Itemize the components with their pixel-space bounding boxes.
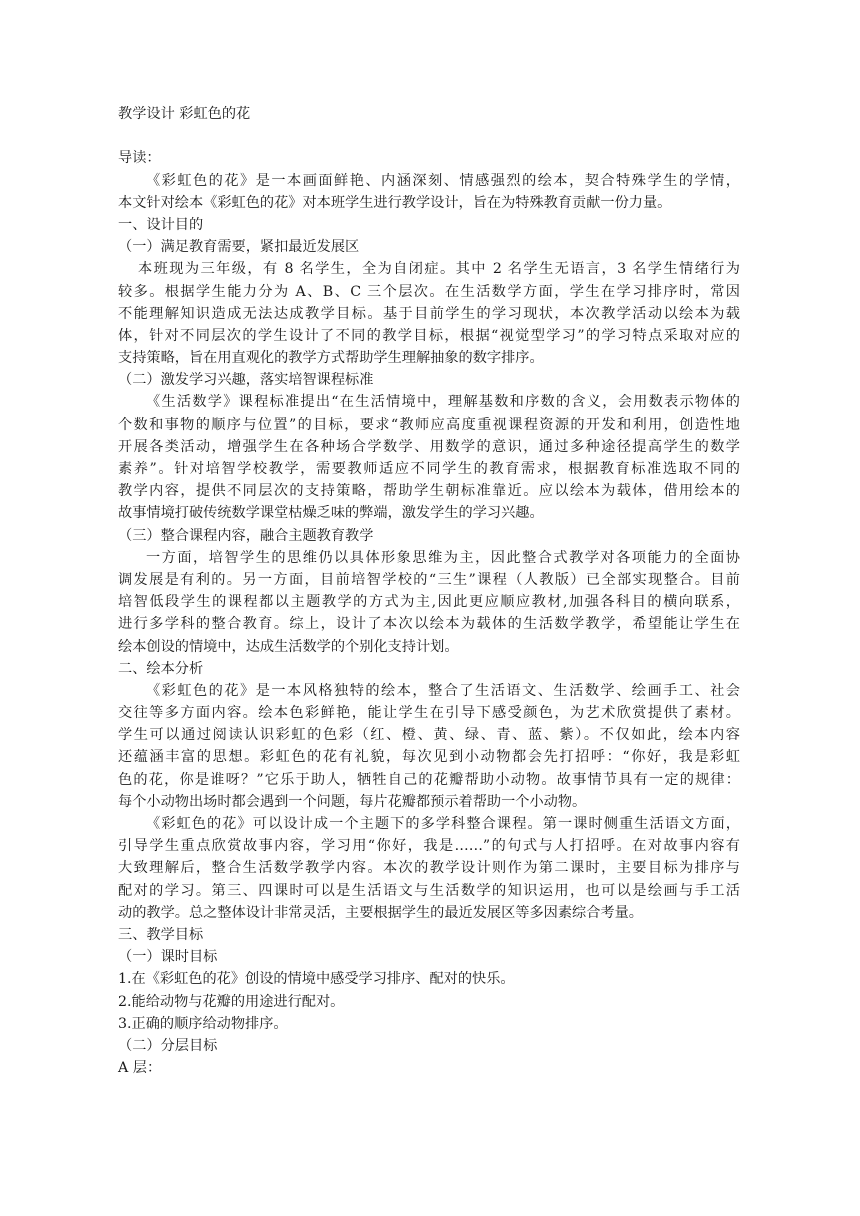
text-line: 一方面，培智学生的思维仍以具体形象思维为主，因此整合式教学对各项能力的全面协 <box>146 549 740 566</box>
text-line: 开展各类活动，增强学生在各种场合学数学、用数学的意识，通过多种途径提高学生的数学 <box>118 438 740 455</box>
text-line: 进行多学科的整合教育。综上，设计了本次以绘本为载体的生活数学教学，希望能让学生在 <box>118 616 740 633</box>
text-line: （二）激发学习兴趣，落实培智课程标准 <box>118 372 374 389</box>
text-line: 素养”。针对培智学校教学，需要教师适应不同学生的教育需求，根据教育标准选取不同的 <box>118 461 740 477</box>
text-line: 《生活数学》课程标准提出“在生活情境中，理解基数和序数的含义，会用数表示物体的 <box>146 394 740 411</box>
text-line: 体，针对不同层次的学生设计了不同的教学目标，根据“视觉型学习”的学习特点采取对应的 <box>118 327 740 344</box>
text-line: 3.正确的顺序给动物排序。 <box>118 1015 288 1032</box>
text-line: 支持策略，旨在用直观化的教学方式帮助学生理解抽象的数字排序。 <box>118 350 544 367</box>
text-line: 《彩虹色的花》是一本风格独特的绘本，整合了生活语文、生活数学、绘画手工、社会 <box>146 682 740 699</box>
text-line: （一）课时目标 <box>118 949 218 966</box>
text-line: 三、教学目标 <box>118 926 204 943</box>
text-line: 绘本创设的情境中，达成生活数学的个别化支持计划。 <box>118 638 459 655</box>
text-line: A 层： <box>118 1060 162 1077</box>
blank-line <box>118 125 740 147</box>
document-body <box>118 147 740 1079</box>
text-line: 《彩虹色的花》可以设计成一个主题下的多学科整合课程。第一课时侧重生活语文方面， <box>146 816 740 832</box>
text-line: 动的教学。总之整体设计非常灵活，主要根据学生的最近发展区等多因素综合考量。 <box>118 904 643 921</box>
text-line: 1.在《彩虹色的花》创设的情境中感受学习排序、配对的快乐。 <box>118 971 515 988</box>
text-line: 个数和事物的顺序与位置”的目标，要求“教师应高度重视课程资源的开发和利用，创造性地 <box>118 416 740 433</box>
text-line: 还蕴涵丰富的思想。彩虹色的花有礼貌，每次见到小动物都会先打招呼：“你好，我是彩虹 <box>118 749 740 766</box>
text-line: 《彩虹色的花》是一本画面鲜艳、内涵深刻、情感强烈的绘本，契合特殊学生的学情， <box>146 172 740 189</box>
text-line: 2.能给动物与花瓣的用途进行配对。 <box>118 993 345 1010</box>
text-line: 故事情境打破传统数学课堂枯燥乏味的弊端，激发学生的学习兴趣。 <box>118 505 544 522</box>
text-line: 导读： <box>118 150 161 167</box>
text-line: （一）满足教育需要，紧扣最近发展区 <box>118 239 360 256</box>
text-line: 教学内容，提供不同层次的支持策略，帮助学生朝标准靠近。应以绘本为载体，借用绘本的 <box>118 483 740 500</box>
text-line: 引导学生重点欣赏故事内容，学习用“你好，我是……”的句式与人打招呼。在对故事内容有 <box>118 838 740 855</box>
text-line: 本文针对绘本《彩虹色的花》对本班学生进行教学设计，旨在为特殊教育贡献一份力量。 <box>118 194 672 211</box>
text-line: 学生可以通过阅读认识彩虹的色彩（红、橙、黄、绿、青、蓝、紫）。不仅如此，绘本内容 <box>118 727 740 744</box>
document-page <box>118 103 740 1079</box>
text-line: 每个小动物出场时都会遇到一个问题，每片花瓣都预示着帮助一个小动物。 <box>118 793 587 810</box>
text-line: 本班现为三年级，有 8 名学生，全为自闭症。其中 2 名学生无语言，3 名学生情绪行为 <box>138 261 740 278</box>
text-line: 调发展是有利的。另一方面，目前培智学校的“三生”课程（人教版）已全部实现整合。目前 <box>118 571 740 588</box>
text-line: 不能理解知识造成无法达成教学目标。基于目前学生的学习现状，本次教学活动以绘本为载 <box>118 305 740 322</box>
text-line: 二、绘本分析 <box>118 660 204 677</box>
text-line: （三）整合课程内容，融合主题教育教学 <box>118 527 374 544</box>
text-line: （二）分层目标 <box>118 1037 218 1054</box>
text-line: 培智低段学生的课程都以主题教学的方式为主,因此更应顺应教材,加强各科目的横向联系， <box>118 594 740 611</box>
text-line: 配对的学习。第三、四课时可以是生活语文与生活数学的知识运用，也可以是绘画与手工活 <box>118 882 740 899</box>
text-line: 大致理解后，整合生活数学教学内容。本次的教学设计则作为第二课时，主要目标为排序与 <box>118 860 740 877</box>
text-line: 较多。根据学生能力分为 A、B、C 三个层次。在生活数学方面，学生在学习排序时，常因 <box>118 283 740 300</box>
text-line: 交往等多方面内容。绘本色彩鲜艳，能让学生在引导下感受颜色，为艺术欣赏提供了素材。 <box>118 705 740 722</box>
text-line: 一、设计目的 <box>118 216 204 233</box>
text-line: 色的花，你是谁呀？”它乐于助人，牺牲自己的花瓣帮助小动物。故事情节具有一定的规律： <box>118 771 740 788</box>
document-title: 教学设计 彩虹色的花 <box>118 106 251 122</box>
